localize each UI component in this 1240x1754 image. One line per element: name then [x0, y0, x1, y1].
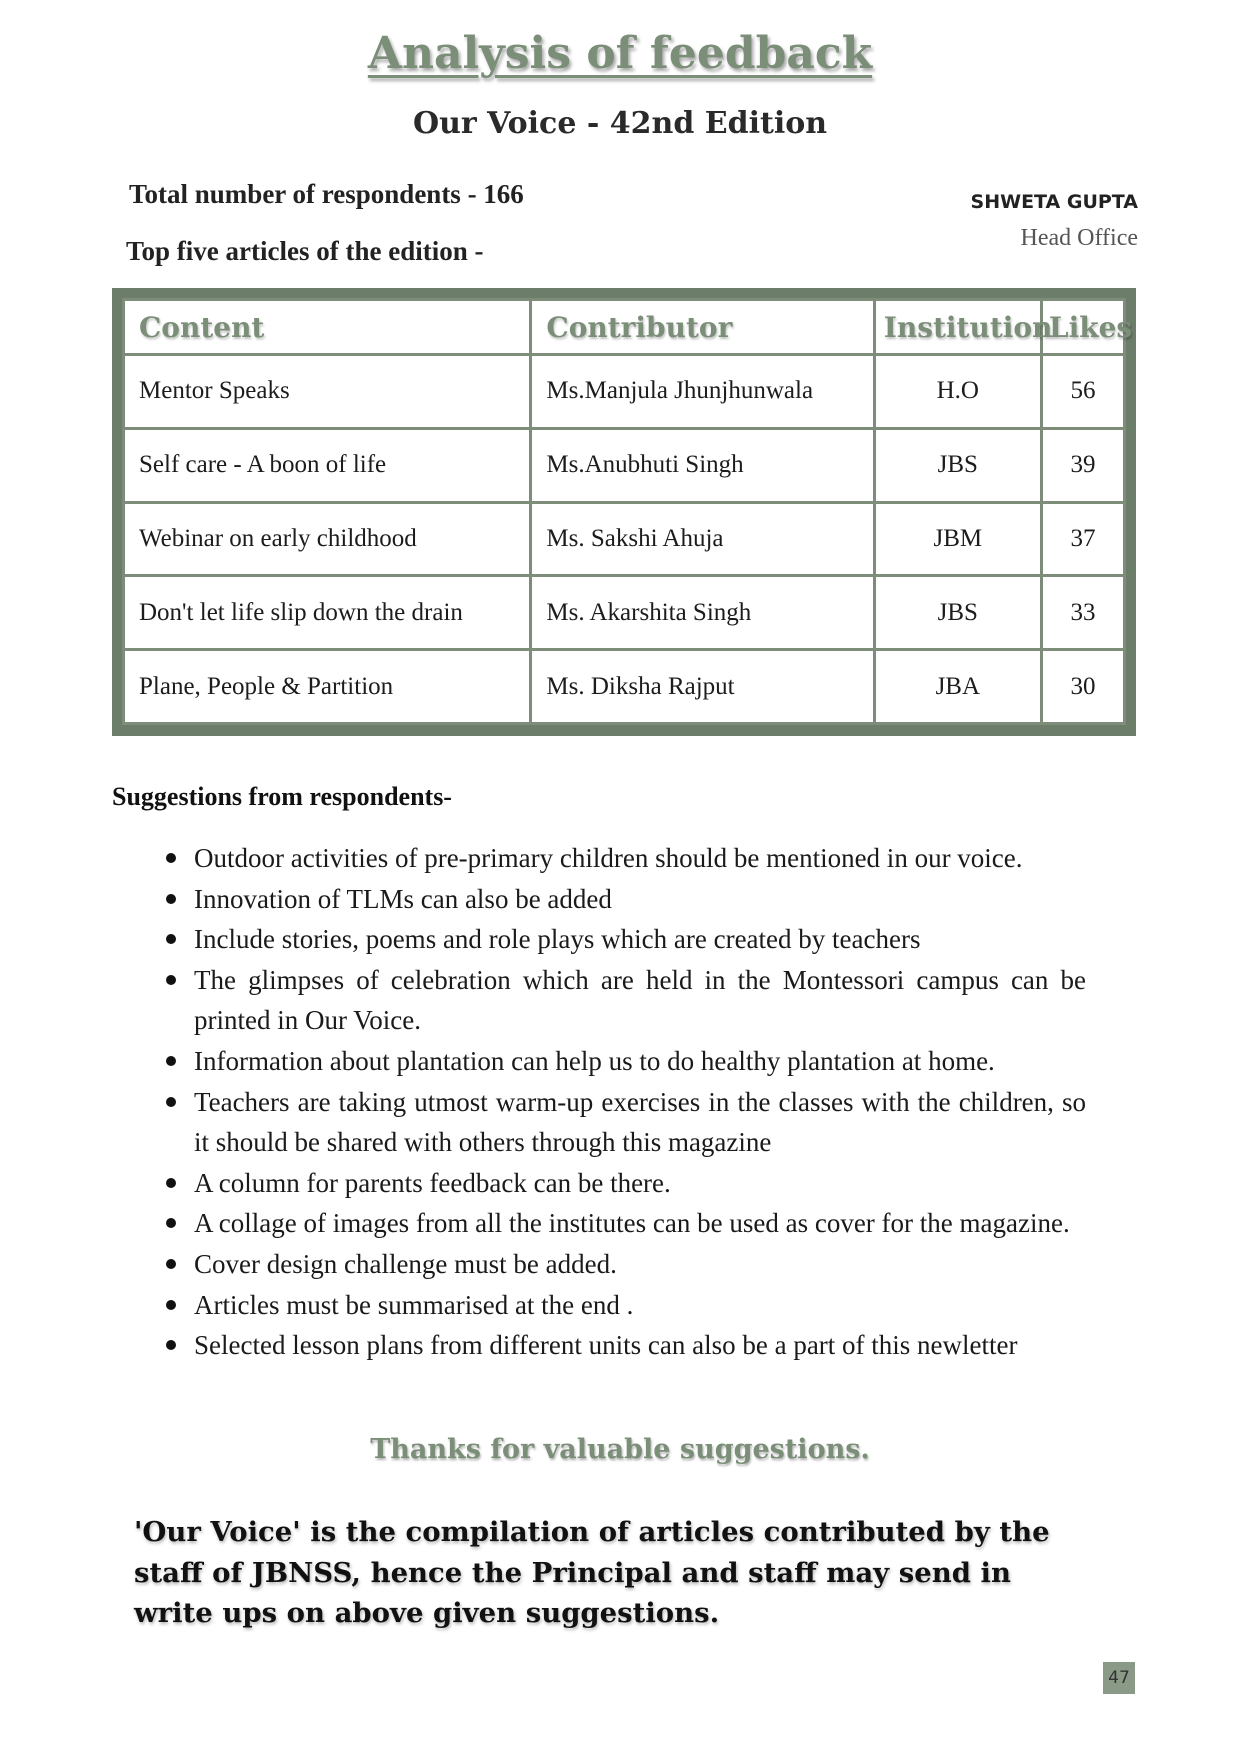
cell-institution: JBM: [874, 502, 1041, 576]
edition-subtitle: Our Voice - 42nd Edition: [412, 106, 828, 141]
cell-institution: JBA: [874, 650, 1041, 724]
respondents-count: Total number of respondents - 166: [129, 179, 524, 209]
cell-likes: 30: [1041, 650, 1124, 724]
cell-institution: H.O: [874, 355, 1041, 429]
cell-likes: 33: [1041, 576, 1124, 650]
thanks-note: Thanks for valuable suggestions.: [370, 1434, 870, 1465]
list-item: A column for parents feedback can be there.: [194, 1163, 1086, 1204]
list-item: Outdoor activities of pre-primary children should be mentioned in our voice.: [194, 838, 1086, 879]
articles-table: [122, 298, 1133, 725]
suggestions-heading: Suggestions from respondents-: [112, 782, 452, 811]
list-item: The glimpses of celebration which are held in the Montessori campus can be printed in Our Voice.: [194, 960, 1086, 1041]
list-item: Innovation of TLMs can also be added: [194, 879, 1086, 920]
table-row: [124, 428, 1125, 502]
cell-likes: 39: [1041, 428, 1124, 502]
suggestions-list: [194, 838, 1086, 1366]
cell-institution: JBS: [874, 576, 1041, 650]
table-row: [124, 502, 1125, 576]
list-item: Include stories, poems and role plays which are created by teachers: [194, 919, 1086, 960]
list-item: A collage of images from all the institutes can be used as cover for the magazine.: [194, 1203, 1086, 1244]
list-item: Teachers are taking utmost warm-up exercises in the classes with the children, so it should be shared with others through this magazine: [194, 1082, 1086, 1163]
table-row: [124, 650, 1125, 724]
top-articles-label: Top five articles of the edition -: [126, 236, 484, 266]
page-number: 47: [1103, 1662, 1135, 1694]
cell-institution: JBS: [874, 428, 1041, 502]
page-title: Analysis of feedback: [367, 28, 873, 79]
cell-content: Mentor Speaks: [124, 355, 531, 429]
list-item: Cover design challenge must be added.: [194, 1244, 1086, 1285]
articles-table-frame: [112, 288, 1136, 736]
cell-likes: 37: [1041, 502, 1124, 576]
cell-contributor: Ms.Anubhuti Singh: [531, 428, 874, 502]
cell-likes: 56: [1041, 355, 1124, 429]
closing-statement: 'Our Voice' is the compilation of articles contributed by the staff of JBNSS, hence the Principal and staff may send in write ups on above given suggestions.: [134, 1516, 1050, 1629]
cell-contributor: Ms. Diksha Rajput: [531, 650, 874, 724]
column-header-likes: Likes: [1041, 300, 1124, 355]
list-item: Selected lesson plans from different units can also be a part of this newletter: [194, 1325, 1086, 1366]
cell-contributor: Ms.Manjula Jhunjhunwala: [531, 355, 874, 429]
list-item: Information about plantation can help us to do healthy plantation at home.: [194, 1041, 1086, 1082]
cell-content: Plane, People & Partition: [124, 650, 531, 724]
table-row: [124, 355, 1125, 429]
column-header-contributor: Contributor: [531, 300, 874, 355]
author-office: Head Office: [1020, 225, 1138, 251]
cell-contributor: Ms. Akarshita Singh: [531, 576, 874, 650]
cell-content: Don't let life slip down the drain: [124, 576, 531, 650]
table-header-row: [124, 300, 1125, 355]
author-name: SHWETA GUPTA: [970, 191, 1138, 213]
table-row: [124, 576, 1125, 650]
column-header-institution: Institution: [874, 300, 1041, 355]
cell-contributor: Ms. Sakshi Ahuja: [531, 502, 874, 576]
cell-content: Webinar on early childhood: [124, 502, 531, 576]
cell-content: Self care - A boon of life: [124, 428, 531, 502]
list-item: Articles must be summarised at the end .: [194, 1285, 1086, 1326]
column-header-content: Content: [124, 300, 531, 355]
